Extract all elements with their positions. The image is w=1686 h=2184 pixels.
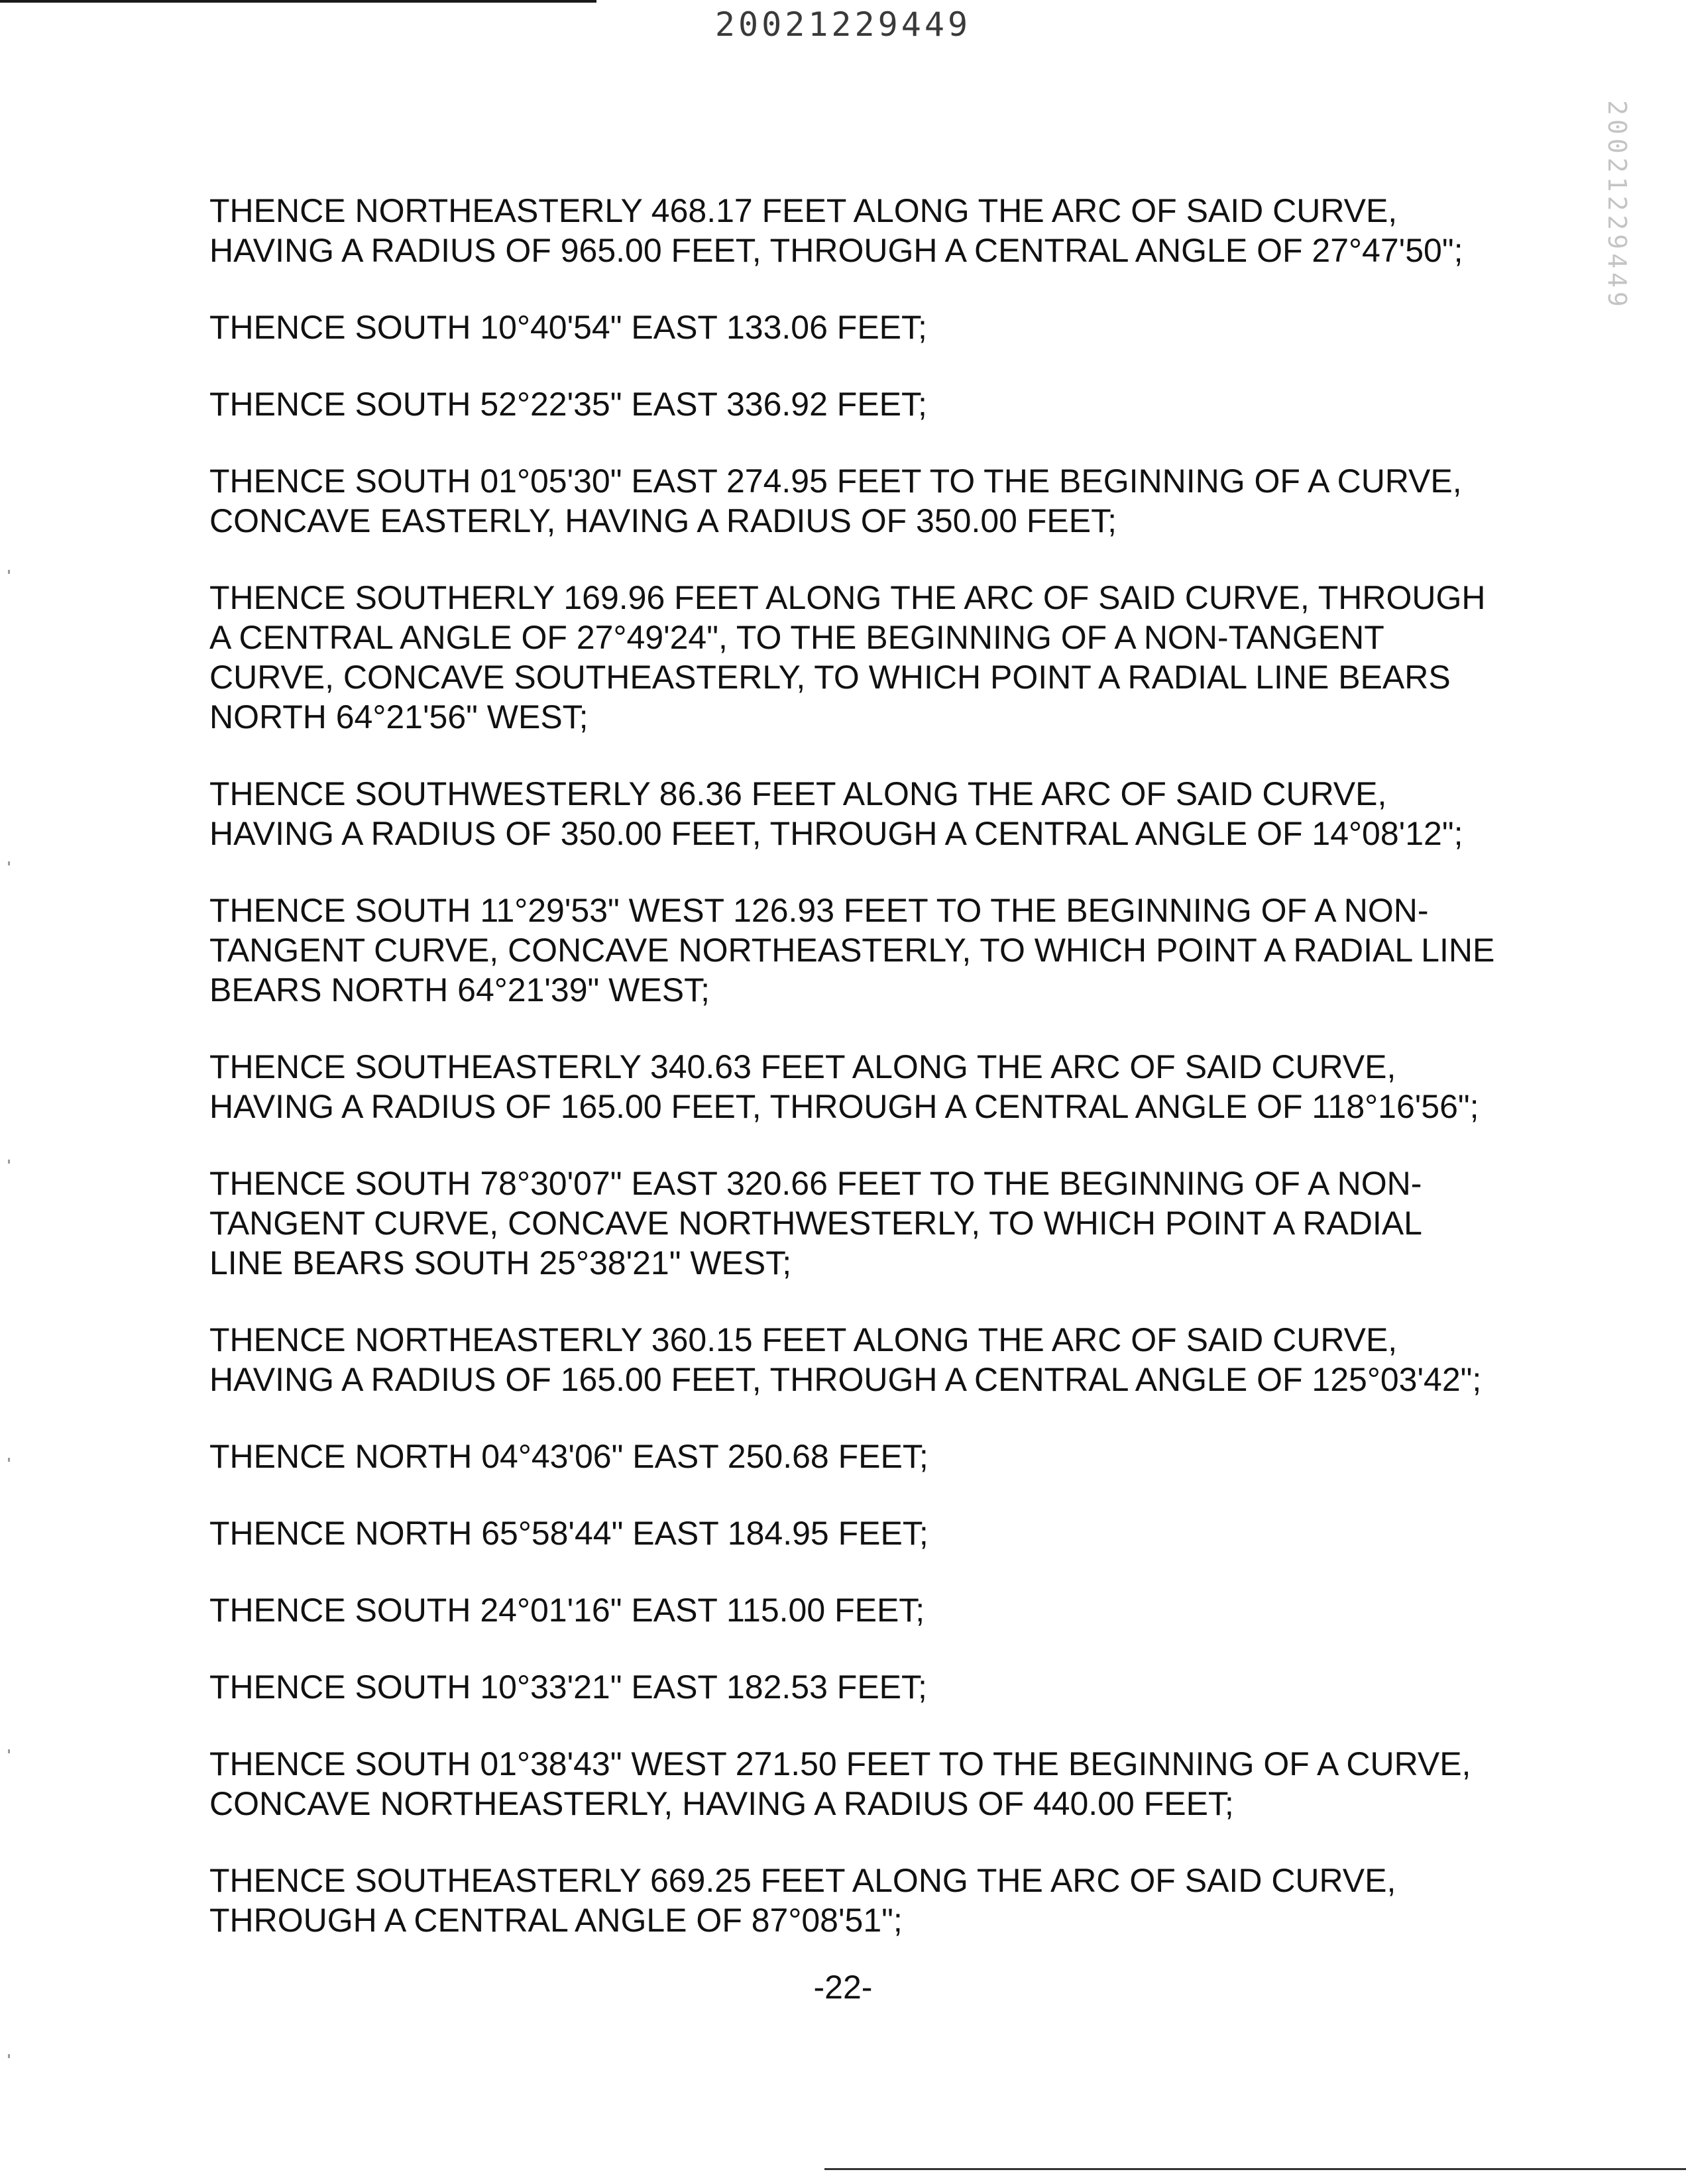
course-paragraph: THENCE NORTHEASTERLY 468.17 FEET ALONG THE ARC OF SAID CURVE, HAVING A RADIUS OF 965.00 FEET, THROUGH A CENTRAL ANGLE OF 27°47'50"; bbox=[209, 192, 1463, 269]
scan-speck bbox=[8, 861, 10, 865]
course-paragraph: THENCE SOUTH 10°40'54" EAST 133.06 FEET; bbox=[209, 309, 927, 346]
course-paragraph: THENCE NORTHEASTERLY 360.15 FEET ALONG THE ARC OF SAID CURVE, HAVING A RADIUS OF 165.00 FEET, THROUGH A CENTRAL ANGLE OF 125°03'42"; bbox=[209, 1321, 1482, 1398]
course-paragraph: THENCE SOUTH 24°01'16" EAST 115.00 FEET; bbox=[209, 1592, 925, 1629]
course-paragraph: THENCE SOUTH 52°22'35" EAST 336.92 FEET; bbox=[209, 386, 927, 423]
top-rule bbox=[0, 0, 596, 3]
course-paragraph: THENCE SOUTH 01°05'30" EAST 274.95 FEET TO THE BEGINNING OF A CURVE, CONCAVE EASTERLY, HAVING A RADIUS OF 350.00 FEET; bbox=[209, 463, 1462, 539]
scan-speck bbox=[8, 1458, 10, 1462]
side-stamp-text: 20021229449 bbox=[1602, 100, 1632, 311]
bottom-rule bbox=[824, 2168, 1686, 2170]
scan-speck bbox=[8, 2054, 10, 2058]
course-paragraph: THENCE SOUTH 10°33'21" EAST 182.53 FEET; bbox=[209, 1668, 927, 1706]
course-paragraph: THENCE NORTH 65°58'44" EAST 184.95 FEET; bbox=[209, 1515, 928, 1552]
scan-speck bbox=[8, 1749, 10, 1753]
page-number: -22- bbox=[813, 1969, 873, 2006]
course-paragraph: THENCE SOUTH 01°38'43" WEST 271.50 FEET TO THE BEGINNING OF A CURVE, CONCAVE NORTHEASTERLY, HAVING A RADIUS OF 440.00 FEET; bbox=[209, 1745, 1471, 1822]
course-paragraph: THENCE SOUTHWESTERLY 86.36 FEET ALONG THE ARC OF SAID CURVE, HAVING A RADIUS OF 350.00 FEET, THROUGH A CENTRAL ANGLE OF 14°08'12"; bbox=[209, 775, 1463, 852]
course-paragraph: THENCE SOUTH 78°30'07" EAST 320.66 FEET TO THE BEGINNING OF A NON-TANGENT CURVE, CONCAVE NORTHWESTERLY, TO WHICH POINT A RADIAL LINE BEARS SOUTH 25°38'21" WEST; bbox=[209, 1165, 1422, 1282]
legal-description-body bbox=[209, 191, 1502, 1977]
course-paragraph: THENCE SOUTH 11°29'53" WEST 126.93 FEET TO THE BEGINNING OF A NON-TANGENT CURVE, CONCAVE NORTHEASTERLY, TO WHICH POINT A RADIAL LINE BEARS NORTH 64°21'39" WEST; bbox=[209, 892, 1495, 1009]
scan-speck bbox=[8, 570, 10, 574]
course-paragraph: THENCE NORTH 04°43'06" EAST 250.68 FEET; bbox=[209, 1438, 928, 1475]
scan-speck bbox=[8, 1160, 10, 1164]
course-paragraph: THENCE SOUTHERLY 169.96 FEET ALONG THE ARC OF SAID CURVE, THROUGH A CENTRAL ANGLE OF 27°49'24", TO THE BEGINNING OF A NON-TANGENT CURVE, CONCAVE SOUTHEASTERLY, TO WHICH POINT A RADIAL LINE BEARS NORTH 64°21'56" WEST; bbox=[209, 579, 1486, 736]
side-stamp bbox=[1597, 100, 1637, 311]
course-paragraph: THENCE SOUTHEASTERLY 669.25 FEET ALONG THE ARC OF SAID CURVE, THROUGH A CENTRAL ANGLE OF 87°08'51"; bbox=[209, 1862, 1396, 1939]
document-number: 20021229449 bbox=[714, 5, 972, 44]
course-paragraph: THENCE SOUTHEASTERLY 340.63 FEET ALONG THE ARC OF SAID CURVE, HAVING A RADIUS OF 165.00 FEET, THROUGH A CENTRAL ANGLE OF 118°16'56"; bbox=[209, 1048, 1479, 1125]
